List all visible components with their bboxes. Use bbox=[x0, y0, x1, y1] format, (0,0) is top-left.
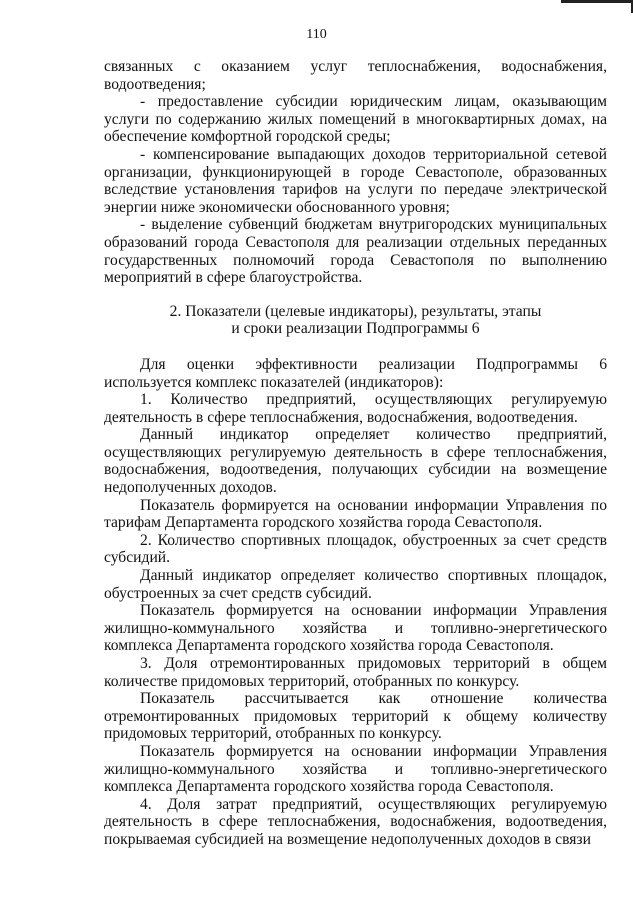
intro-text: связанных с оказанием услуг теплоснабжения, водоснабжения, водоотведения; bbox=[104, 58, 607, 93]
document-body bbox=[104, 58, 607, 849]
page-number: 110 bbox=[306, 27, 327, 42]
paragraph: 2. Количество спортивных площадок, обустроенных за счет средств субсидий. bbox=[104, 531, 607, 567]
paragraph: Данный индикатор определяет количество спортивных площадок, обустроенных за счет средств субсидий. bbox=[104, 567, 607, 602]
paragraph: Для оценки эффективности реализации Подпрограммы 6 используется комплекс показателей (индикаторов): bbox=[104, 355, 607, 391]
paragraph: Показатель формируется на основании информации Управления по тарифам Департамента городского хозяйства города Севастополя. bbox=[104, 496, 607, 532]
paragraph: 1. Количество предприятий, осуществляющих регулируемую деятельность в сфере теплоснабжения, водоснабжения, водоотведения. bbox=[104, 391, 607, 426]
list-item: - предоставление субсидии юридическим лицам, оказывающим услуги по содержанию жилых помещений в многоквартирных домах, на обеспечение комфортной городской среды; bbox=[104, 93, 607, 146]
section-heading-line: и сроки реализации Подпрограммы 6 bbox=[231, 320, 480, 338]
paragraph: Данный индикатор определяет количество предприятий, осуществляющих регулируемую деятельность в сфере теплоснабжения, водоснабжения, водоотведения, получающих субсидии на возмещение недополученных доходов. bbox=[104, 426, 607, 497]
corner-mark bbox=[561, 0, 633, 13]
paragraph: 4. Доля затрат предприятий, осуществляющих регулируемую деятельность в сфере теплоснабжения, водоснабжения, водоотведения, покрываемая субсидией на возмещение недополученных доходов в связи bbox=[104, 795, 607, 848]
paragraph: 3. Доля отремонтированных придомовых территорий в общем количестве придомовых территорий, отобранных по конкурсу. bbox=[104, 655, 607, 690]
list-item: - выделение субвенций бюджетам внутригородских муниципальных образований города Севастополя для реализации отдельных переданных государственных полномочий города Севастополя по выполнению мероприятий в сфере благоустройства. bbox=[104, 216, 607, 287]
paragraph: Показатель рассчитывается как отношение количества отремонтированных придомовых территорий к общему количеству придомовых территорий, отобранных по конкурсу. bbox=[104, 690, 607, 743]
section-heading-line: 2. Показатели (целевые индикаторы), результаты, этапы bbox=[169, 302, 542, 320]
paragraph: Показатель формируется на основании информации Управления жилищно-коммунального хозяйства и топливно-энергетического комплекса Департамента городского хозяйства города Севастополя. bbox=[104, 602, 607, 655]
section-heading bbox=[104, 303, 607, 338]
paragraph: Показатель формируется на основании информации Управления жилищно-коммунального хозяйства и топливно-энергетического комплекса Департамента городского хозяйства города Севастополя. bbox=[104, 742, 607, 796]
list-item: - компенсирование выпадающих доходов территориальной сетевой организации, функционирующей в городе Севастополе, образованных вследствие установления тарифов на услуги по передаче электрической энергии ниже экономически обоснованного уровня; bbox=[104, 145, 607, 216]
